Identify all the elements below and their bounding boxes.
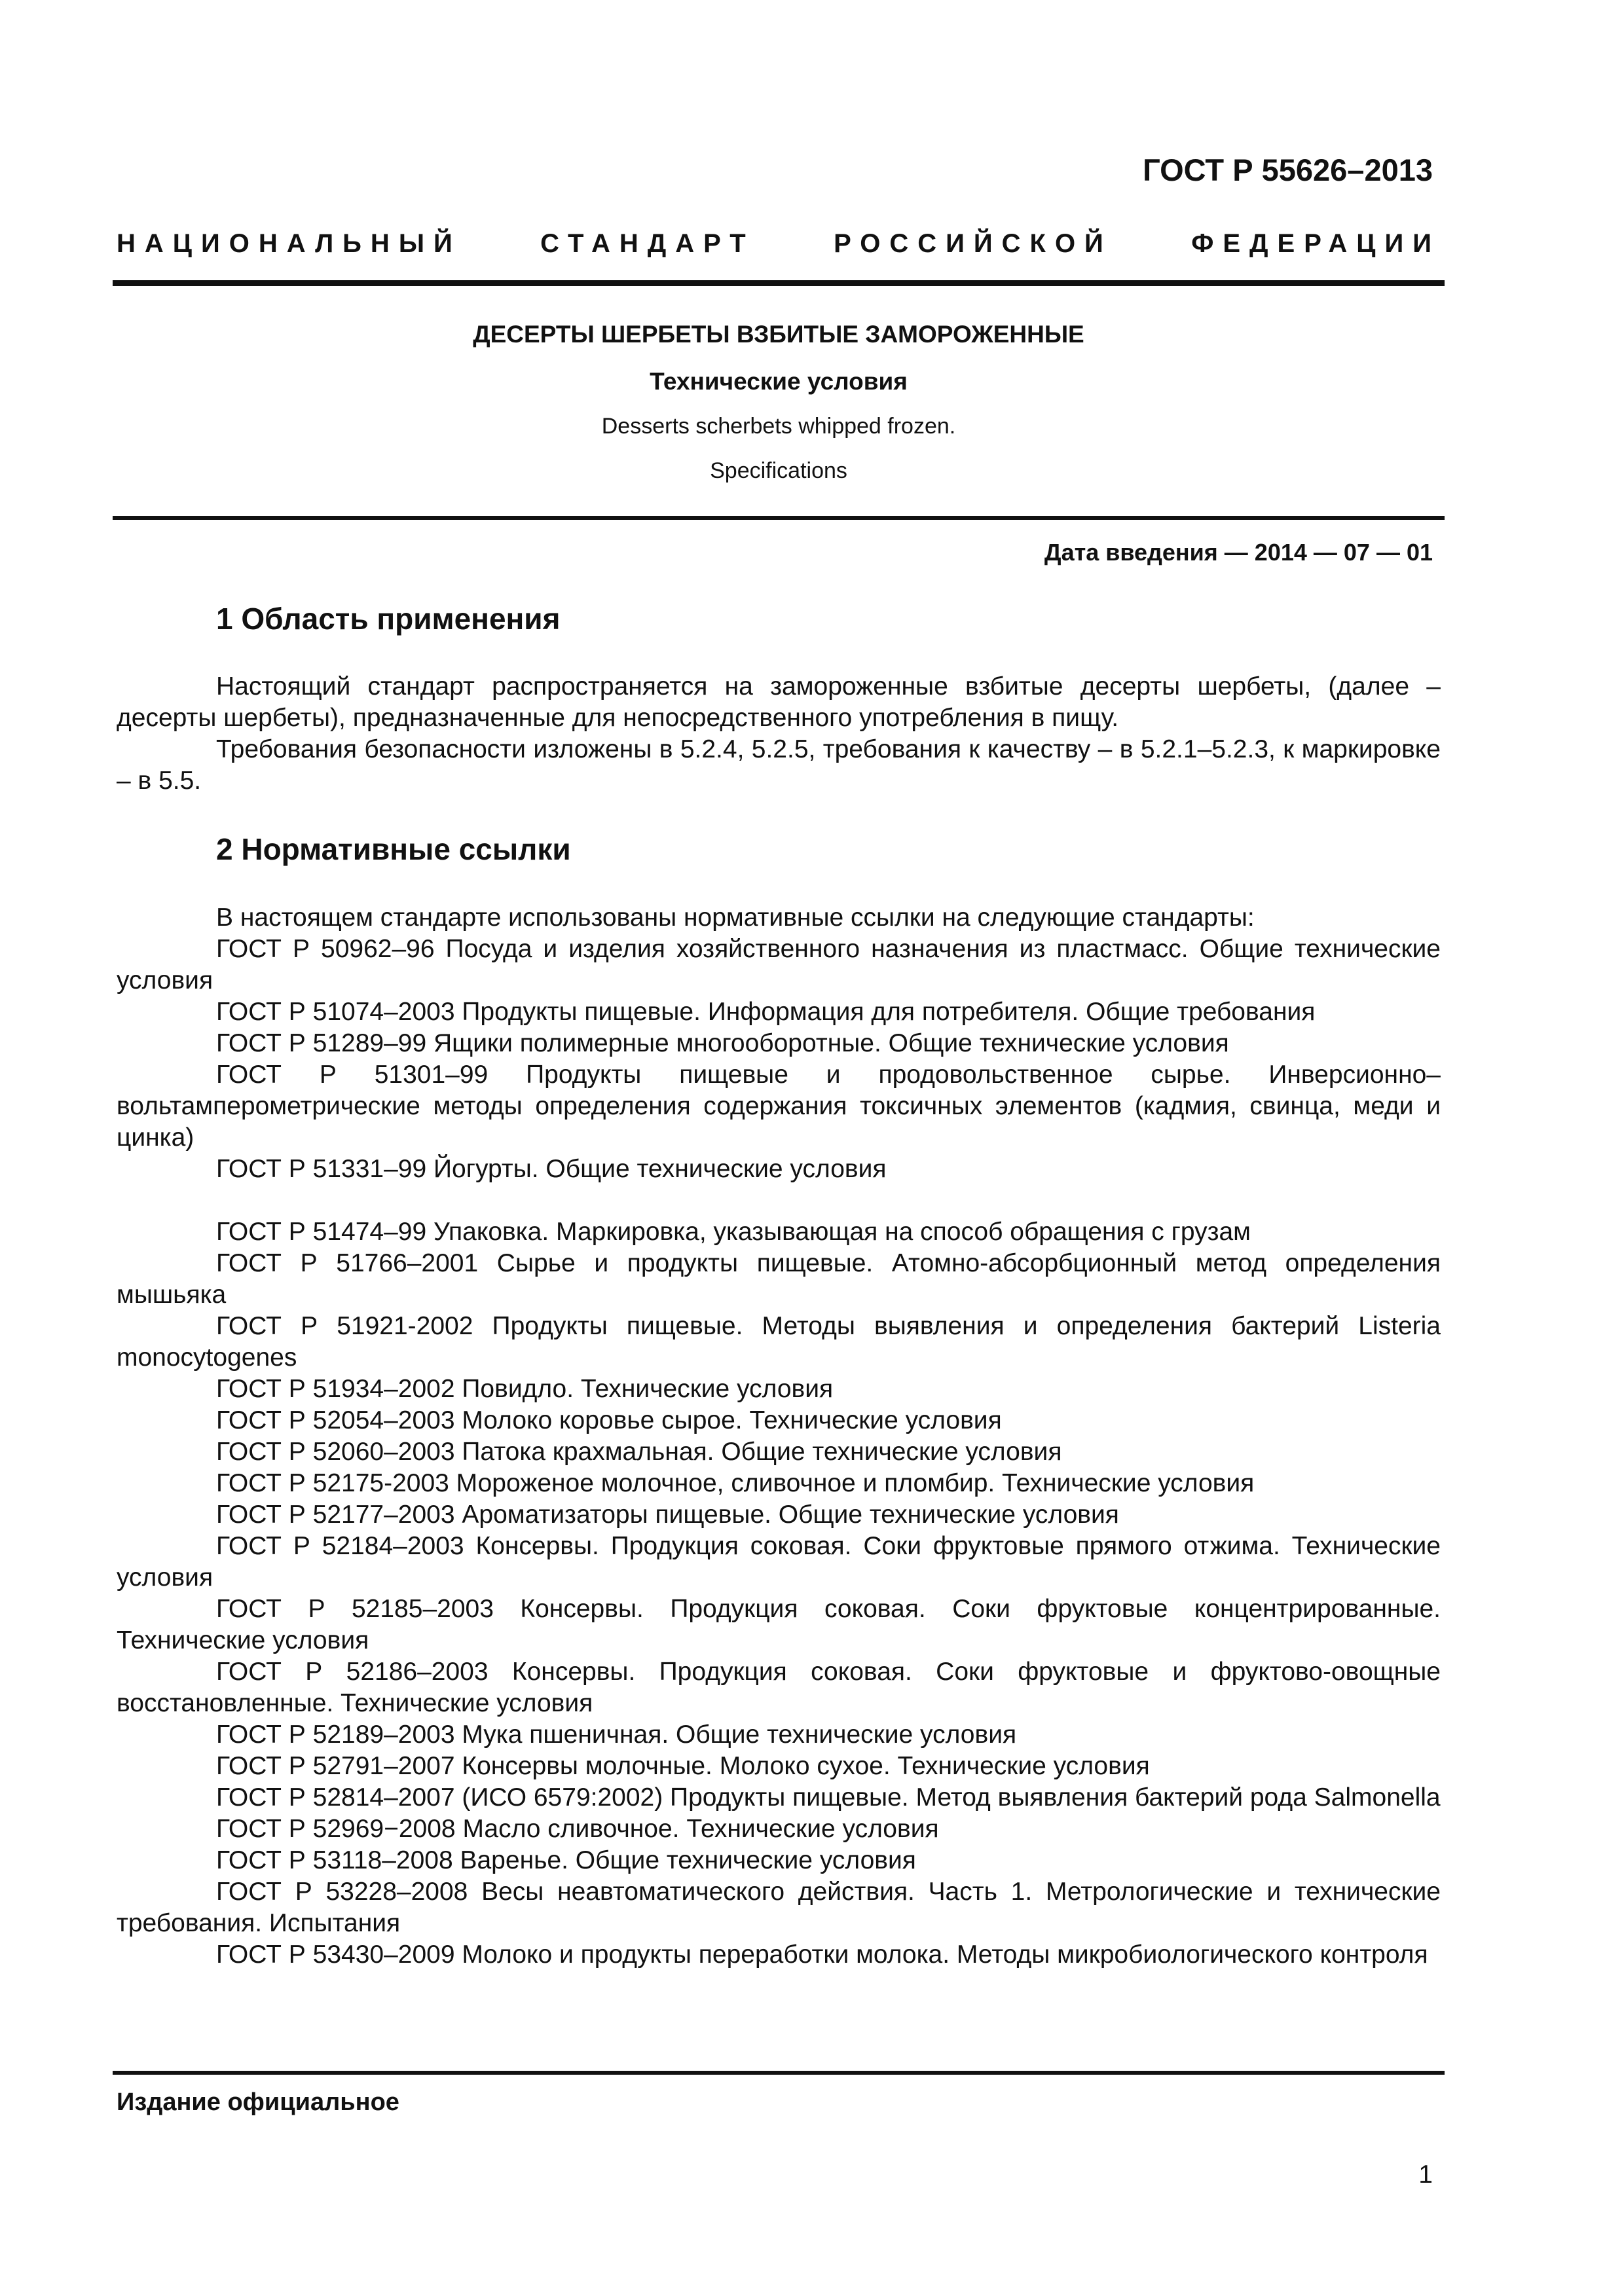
reference-item: ГОСТ Р 52177–2003 Ароматизаторы пищевые. Общие технические условия	[216, 1501, 1119, 1529]
english-subtitle: Specifications	[710, 458, 847, 483]
reference-item: ГОСТ Р 53118–2008 Варенье. Общие технические условия	[216, 1846, 916, 1874]
reference-item: ГОСТ Р 51766–2001 Сырье и продукты пищевые. Атомно-абсорбционный метод определения мышьяка	[117, 1249, 1441, 1309]
official-edition-label: Издание официальное	[117, 2088, 399, 2116]
section-heading-references: 2 Нормативные ссылки	[216, 832, 571, 866]
paragraph: Требования безопасности изложены в 5.2.4, 5.2.5, требования к качеству – в 5.2.1–5.2.3, к маркировке – в 5.5.	[117, 735, 1441, 795]
reference-item: ГОСТ Р 52060–2003 Патока крахмальная. Общие технические условия	[216, 1438, 1062, 1466]
paragraph: Настоящий стандарт распространяется на замороженные взбитые десерты шербеты, (далее – десерты шербеты), предназначенные для непосредственного употребления в пищу.	[117, 672, 1441, 732]
reference-item: ГОСТ Р 51289–99 Ящики полимерные многооборотные. Общие технические условия	[216, 1029, 1229, 1057]
references-intro: В настоящем стандарте использованы нормативные ссылки на следующие стандарты:	[216, 903, 1255, 932]
document-title: ДЕСЕРТЫ ШЕРБЕТЫ ВЗБИТЫЕ ЗАМОРОЖЕННЫЕ	[473, 321, 1084, 348]
reference-item: ГОСТ Р 51474–99 Упаковка. Маркировка, указывающая на способ обращения с грузам	[216, 1218, 1251, 1246]
reference-item: ГОСТ Р 52189–2003 Мука пшеничная. Общие технические условия	[216, 1721, 1017, 1749]
footer-divider	[113, 2071, 1445, 2075]
reference-item: ГОСТ Р 53228–2008 Весы неавтоматического действия. Часть 1. Метрологические и технические требования. Испытания	[117, 1878, 1441, 1937]
reference-item: ГОСТ Р 51921-2002 Продукты пищевые. Методы выявления и определения бактерий Listeria monocytogenes	[117, 1312, 1441, 1372]
section-scope-body	[117, 671, 1441, 797]
page-number: 1	[1418, 2160, 1433, 2189]
blank-line	[117, 1185, 1441, 1216]
header-divider	[113, 280, 1445, 286]
document-subtitle: Технические условия	[650, 368, 908, 395]
reference-item: ГОСТ Р 52814–2007 (ИСО 6579:2002) Продукты пищевые. Метод выявления бактерий рода Salmonella	[216, 1783, 1441, 1812]
reference-item: ГОСТ Р 52054–2003 Молоко коровье сырое. Технические условия	[216, 1406, 1002, 1434]
reference-item: ГОСТ Р 51301–99 Продукты пищевые и продовольственное сырье. Инверсионно–вольтамперометрические методы определения содержания токсичных элементов (кадмия, свинца, меди и цинка)	[117, 1061, 1441, 1152]
section-heading-scope: 1 Область применения	[216, 602, 561, 636]
reference-item: ГОСТ Р 52175-2003 Мороженое молочное, сливочное и пломбир. Технические условия	[216, 1469, 1255, 1497]
effective-date: Дата введения — 2014 — 07 — 01	[1044, 539, 1433, 566]
document-number: ГОСТ Р 55626–2013	[1143, 153, 1433, 187]
reference-item: ГОСТ Р 51331–99 Йогурты. Общие технические условия	[216, 1155, 887, 1183]
reference-item: ГОСТ Р 53430–2009 Молоко и продукты переработки молока. Методы микробиологического контроля	[216, 1941, 1428, 1969]
reference-item: ГОСТ Р 52184–2003 Консервы. Продукция соковая. Соки фруктовые прямого отжима. Технические условия	[117, 1532, 1441, 1592]
national-standard-heading: НАЦИОНАЛЬНЫЙ СТАНДАРТ РОССИЙСКОЙ ФЕДЕРАЦИИ	[117, 229, 1441, 258]
english-title: Desserts scherbets whipped frozen.	[601, 414, 956, 439]
reference-item: ГОСТ Р 50962–96 Посуда и изделия хозяйственного назначения из пластмасс. Общие технические условия	[117, 935, 1441, 994]
reference-item: ГОСТ Р 52185–2003 Консервы. Продукция соковая. Соки фруктовые концентрированные. Технические условия	[117, 1595, 1441, 1654]
reference-item: ГОСТ Р 51074–2003 Продукты пищевые. Информация для потребителя. Общие требования	[216, 998, 1316, 1026]
title-divider	[113, 516, 1445, 520]
reference-item: ГОСТ Р 51934–2002 Повидло. Технические условия	[216, 1375, 834, 1403]
reference-item: ГОСТ Р 52969−2008 Масло сливочное. Технические условия	[216, 1815, 939, 1843]
reference-item: ГОСТ Р 52791–2007 Консервы молочные. Молоко сухое. Технические условия	[216, 1752, 1150, 1780]
reference-item: ГОСТ Р 52186–2003 Консервы. Продукция соковая. Соки фруктовые и фруктово-овощные восстановленные. Технические условия	[117, 1658, 1441, 1717]
references-list	[117, 902, 1441, 1971]
